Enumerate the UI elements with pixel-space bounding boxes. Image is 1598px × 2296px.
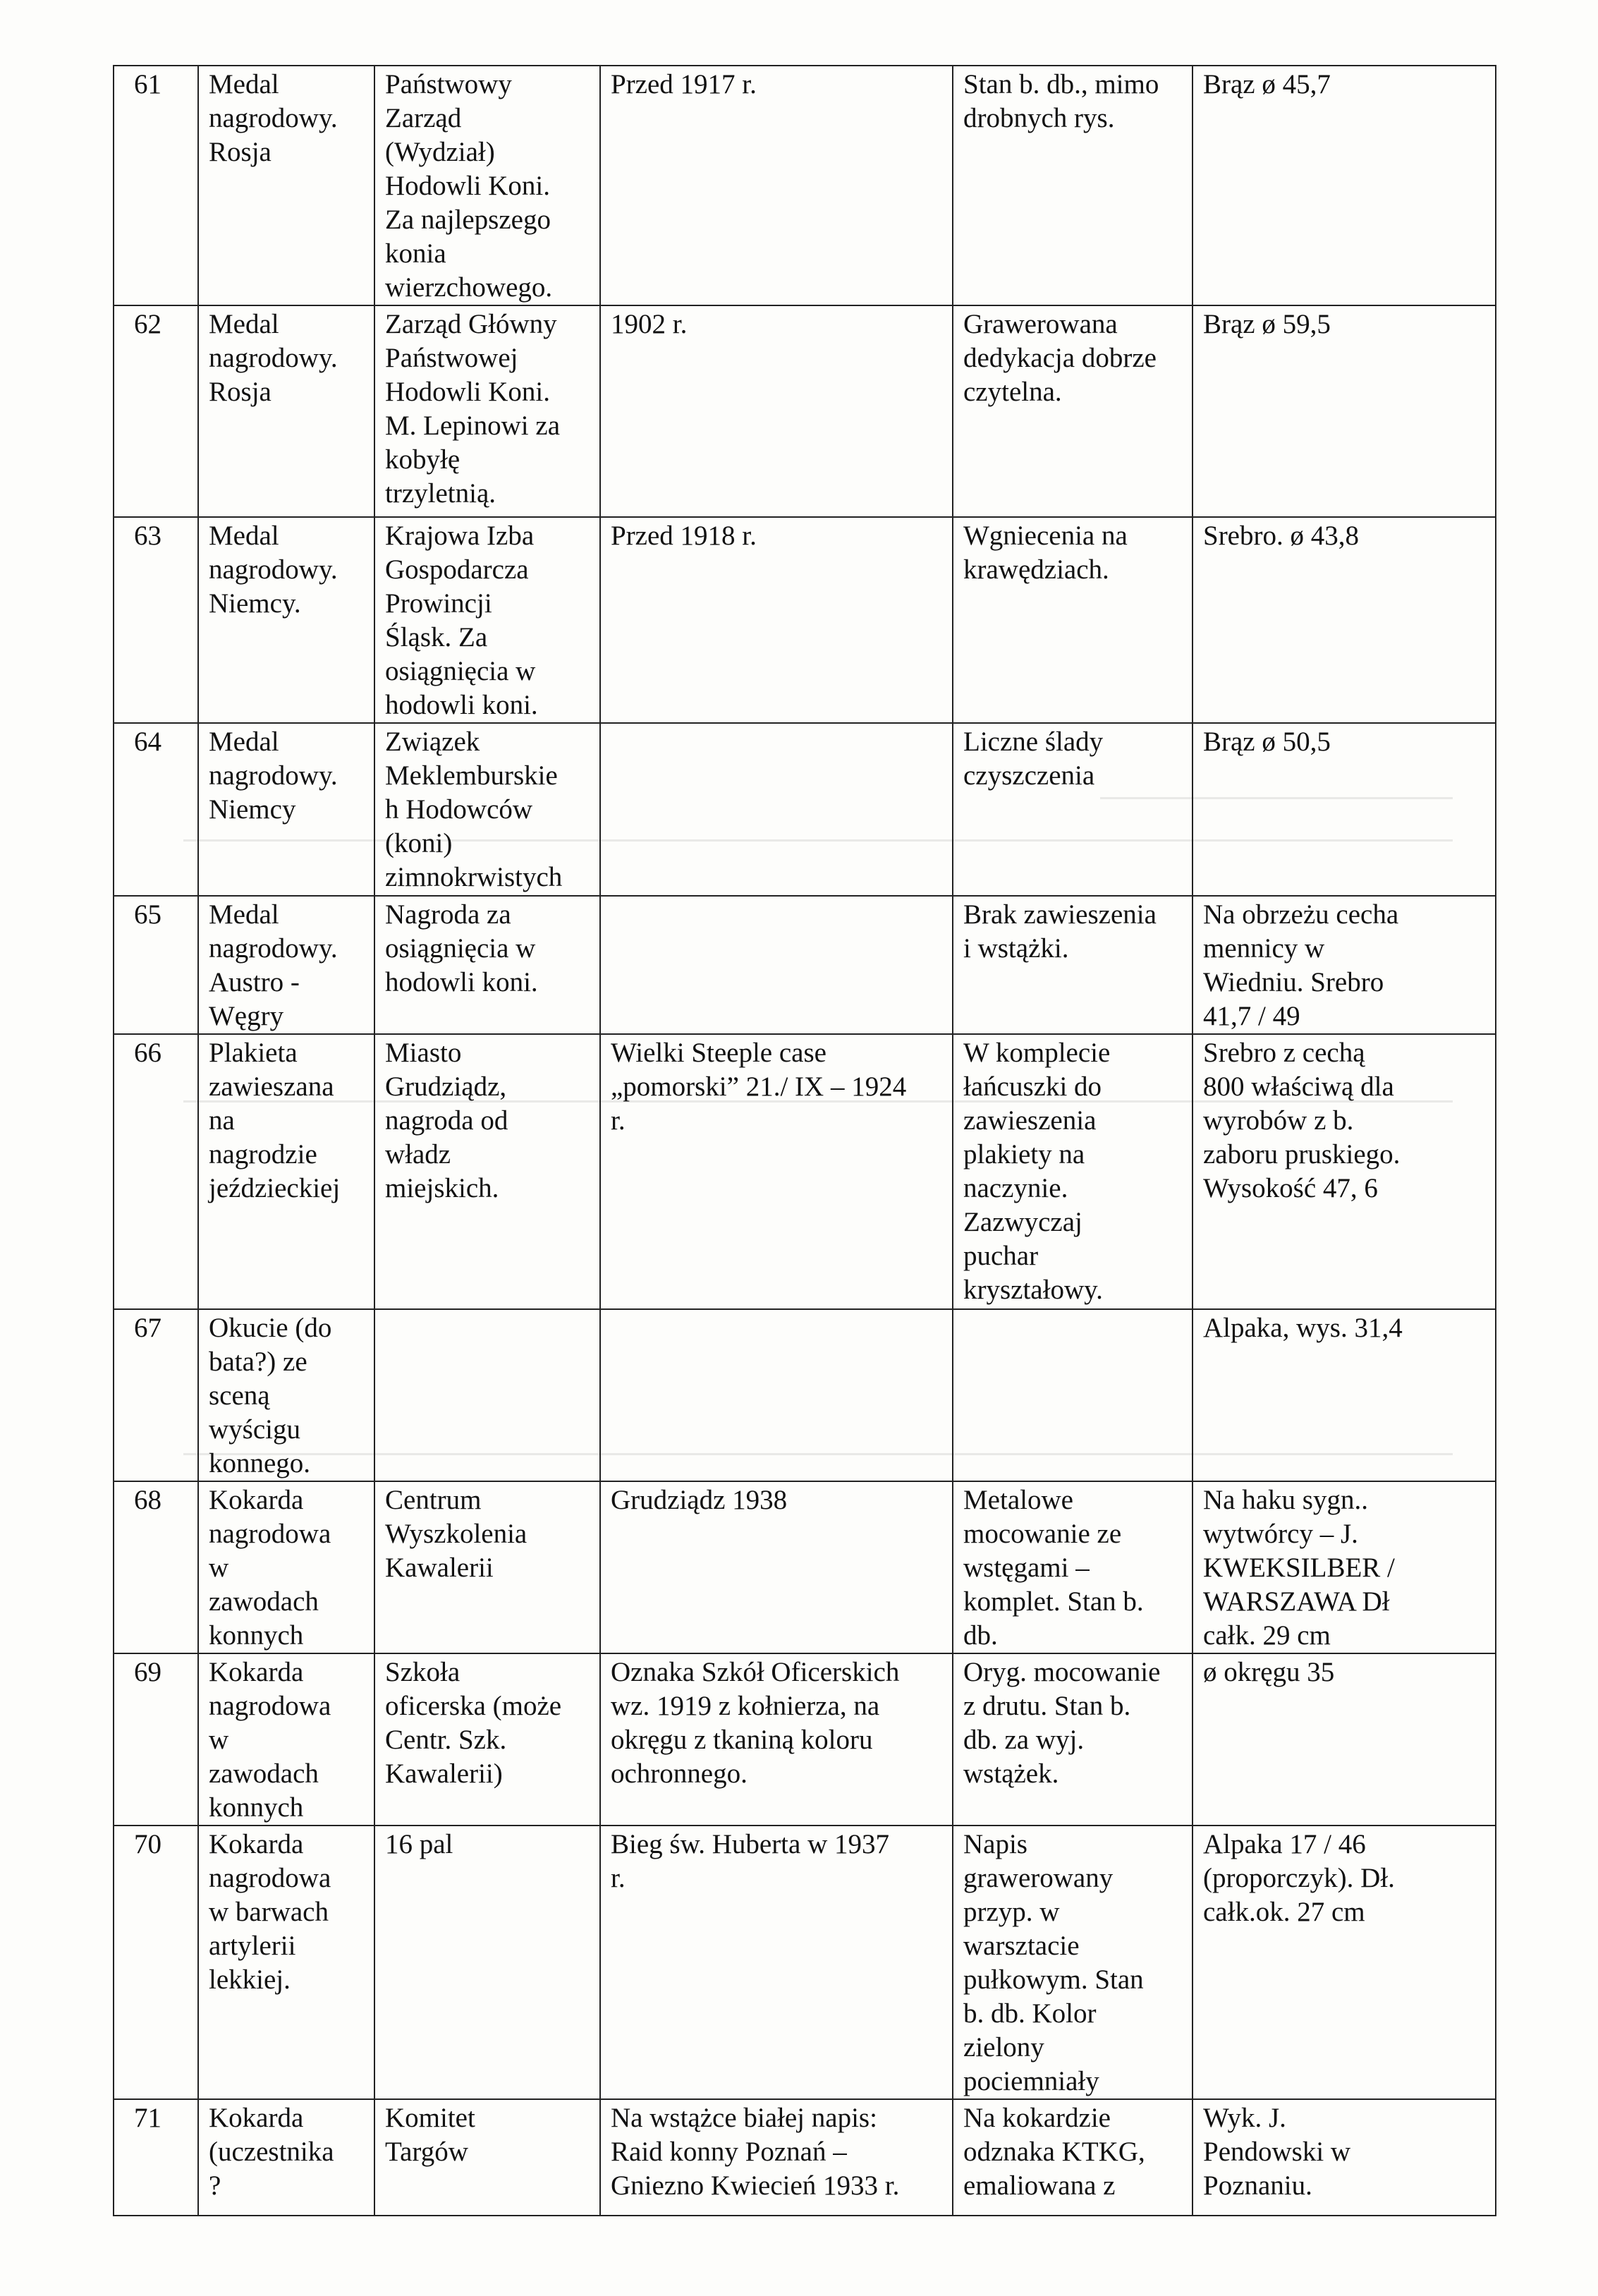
cell-line: Kokarda <box>209 1485 304 1515</box>
item-name-cell <box>198 305 374 517</box>
cell-line: Kawalerii <box>385 1553 494 1583</box>
cell-line: wyścigu <box>209 1414 300 1445</box>
cell-line: Brąz ø 45,7 <box>1203 69 1331 99</box>
cell-line: Stan b. db., mimo <box>963 69 1159 99</box>
table-row <box>114 1826 1496 2099</box>
cell-line: Miasto <box>385 1038 462 1068</box>
cell-line: zaboru pruskiego. <box>1203 1139 1401 1170</box>
cell-line: Centr. Szk. <box>385 1725 507 1755</box>
cell-line: Plakieta <box>209 1038 298 1068</box>
cell-line: Grudziądz 1938 <box>611 1485 788 1515</box>
cell-line: Gospodarcza <box>385 554 529 585</box>
table-row <box>114 305 1496 517</box>
table-row <box>114 1034 1496 1309</box>
cell-line: Napis <box>963 1829 1027 1859</box>
cell-line: Hodowli Koni. <box>385 171 550 201</box>
item-name-cell <box>198 896 374 1034</box>
material-cell <box>1193 1653 1496 1826</box>
origin-cell <box>374 1034 600 1309</box>
cell-line: całk.ok. 27 cm <box>1203 1897 1365 1927</box>
row-number-cell: 66 <box>114 1034 198 1309</box>
cell-line: naczynie. <box>963 1173 1068 1203</box>
cell-line: 16 pal <box>385 1829 453 1859</box>
cell-line: bata?) ze <box>209 1347 307 1377</box>
cell-line: Szkoła <box>385 1657 461 1687</box>
cell-line: Grudziądz, <box>385 1071 507 1102</box>
cell-line: z drutu. Stan b. <box>963 1691 1131 1721</box>
cell-line: Związek <box>385 727 480 757</box>
cell-line: osiągnięcia w <box>385 933 536 964</box>
cell-line: Alpaka 17 / 46 <box>1203 1829 1366 1859</box>
cell-line: zawodach <box>209 1586 319 1617</box>
cell-line: zawieszana <box>209 1071 334 1102</box>
cell-line: Kokarda <box>209 2103 304 2133</box>
table-row <box>114 1309 1496 1481</box>
cell-line: 41,7 / 49 <box>1203 1001 1300 1031</box>
cell-line: db. za wyj. <box>963 1725 1085 1755</box>
cell-line: Państwowy <box>385 69 512 99</box>
origin-cell <box>374 1309 600 1481</box>
cell-line: nagrodowa <box>209 1519 331 1549</box>
condition-cell <box>953 1653 1193 1826</box>
table-row <box>114 723 1496 896</box>
row-number-cell: 63 <box>114 517 198 723</box>
cell-line: Wysokość 47, 6 <box>1203 1173 1378 1203</box>
condition-cell <box>953 1034 1193 1309</box>
cell-line: Państwowej <box>385 343 518 373</box>
cell-line: Wyk. J. <box>1203 2103 1286 2133</box>
event-cell <box>600 1826 953 2099</box>
row-number-cell: 62 <box>114 305 198 517</box>
cell-line: Pendowski w <box>1203 2137 1351 2167</box>
cell-line: 1902 r. <box>611 309 688 339</box>
cell-line: Grawerowana <box>963 309 1118 339</box>
origin-cell <box>374 723 600 896</box>
cell-line: trzyletnią. <box>385 478 496 509</box>
cell-line: na <box>209 1105 235 1136</box>
condition-cell <box>953 1826 1193 2099</box>
cell-line: Oznaka Szkół Oficerskich <box>611 1657 900 1687</box>
material-cell <box>1193 1826 1496 2099</box>
cell-line: Medal <box>209 899 279 930</box>
cell-line: w barwach <box>209 1897 329 1927</box>
cell-line: i wstążki. <box>963 933 1069 964</box>
event-cell <box>600 896 953 1034</box>
event-cell <box>600 517 953 723</box>
cell-line: komplet. Stan b. <box>963 1586 1144 1617</box>
cell-line: władz <box>385 1139 451 1170</box>
condition-cell <box>953 305 1193 517</box>
cell-line: emaliowana z <box>963 2170 1116 2201</box>
cell-line: kryształowy. <box>963 1275 1103 1305</box>
cell-line: M. Lepinowi za <box>385 411 561 441</box>
cell-line: nagrodowa <box>209 1863 331 1893</box>
cell-line: dedykacja dobrze <box>963 343 1157 373</box>
cell-line: oficerska (może <box>385 1691 562 1721</box>
material-cell <box>1193 66 1496 305</box>
cell-line: czytelna. <box>963 377 1062 407</box>
cell-line: mennicy w <box>1203 933 1325 964</box>
cell-line: Metalowe <box>963 1485 1073 1515</box>
cell-line: Kokarda <box>209 1829 304 1859</box>
event-cell <box>600 66 953 305</box>
cell-line: „pomorski” 21./ IX – 1924 <box>611 1071 907 1102</box>
cell-line: wytwórcy – J. <box>1203 1519 1358 1549</box>
row-number-cell: 61 <box>114 66 198 305</box>
material-cell <box>1193 723 1496 896</box>
cell-line: (uczestnika <box>209 2137 334 2167</box>
cell-line: całk. 29 cm <box>1203 1620 1331 1651</box>
cell-line: konnych <box>209 1620 304 1651</box>
condition-cell <box>953 1309 1193 1481</box>
condition-cell <box>953 2099 1193 2216</box>
cell-line: konnych <box>209 1792 304 1823</box>
origin-cell <box>374 1481 600 1653</box>
row-number-cell: 71 <box>114 2099 198 2216</box>
row-number-cell: 65 <box>114 896 198 1034</box>
event-cell <box>600 1309 953 1481</box>
condition-cell <box>953 723 1193 896</box>
cell-line: Liczne ślady <box>963 727 1104 757</box>
cell-line: krawędziach. <box>963 554 1109 585</box>
cell-line: r. <box>611 1863 626 1893</box>
cell-line: pociemniały <box>963 2066 1099 2096</box>
cell-line: Raid konny Poznań – <box>611 2137 847 2167</box>
cell-line: w <box>209 1553 229 1583</box>
cell-line: hodowli koni. <box>385 967 538 997</box>
cell-line: Wyszkolenia <box>385 1519 527 1549</box>
cell-line: wstążek. <box>963 1759 1059 1789</box>
condition-cell <box>953 1481 1193 1653</box>
item-name-cell <box>198 66 374 305</box>
cell-line: nagrodowa <box>209 1691 331 1721</box>
item-name-cell <box>198 723 374 896</box>
table-row <box>114 66 1496 305</box>
cell-line: Targów <box>385 2137 468 2167</box>
material-cell <box>1193 1481 1496 1653</box>
cell-line: Brak zawieszenia <box>963 899 1157 930</box>
cell-line: mocowanie ze <box>963 1519 1122 1549</box>
origin-cell <box>374 517 600 723</box>
cell-line: Oryg. mocowanie <box>963 1657 1161 1687</box>
event-cell <box>600 305 953 517</box>
table-row <box>114 2099 1496 2216</box>
cell-line: nagrodowy. <box>209 760 338 791</box>
condition-cell <box>953 66 1193 305</box>
cell-line: zawodach <box>209 1759 319 1789</box>
cell-line: Przed 1918 r. <box>611 521 757 551</box>
cell-line: Śląsk. Za <box>385 622 488 652</box>
cell-line: artylerii <box>209 1931 296 1961</box>
material-cell <box>1193 1309 1496 1481</box>
cell-line: Przed 1917 r. <box>611 69 757 99</box>
origin-cell <box>374 305 600 517</box>
row-number-cell: 68 <box>114 1481 198 1653</box>
cell-line: b. db. Kolor <box>963 1998 1097 2029</box>
cell-line: odznaka KTKG, <box>963 2137 1145 2167</box>
cell-line: Srebro z cechą <box>1203 1038 1365 1068</box>
cell-line: Okucie (do <box>209 1313 332 1343</box>
cell-line: Medal <box>209 727 279 757</box>
cell-line: Alpaka, wys. 31,4 <box>1203 1313 1403 1343</box>
cell-line: Brąz ø 59,5 <box>1203 309 1331 339</box>
event-cell <box>600 723 953 896</box>
item-name-cell <box>198 1653 374 1826</box>
cell-line: konia <box>385 238 446 269</box>
cell-line: Austro - <box>209 967 300 997</box>
cell-line: warsztacie <box>963 1931 1080 1961</box>
origin-cell <box>374 66 600 305</box>
cell-line: r. <box>611 1105 626 1136</box>
cell-line: 800 właściwą dla <box>1203 1071 1394 1102</box>
cell-line: nagrodzie <box>209 1139 317 1170</box>
item-name-cell <box>198 1826 374 2099</box>
cell-line: Niemcy <box>209 794 296 825</box>
cell-line: Rosja <box>209 377 272 407</box>
row-number-cell: 64 <box>114 723 198 896</box>
cell-line: zimnokrwistych <box>385 862 563 892</box>
cell-line: Kawalerii) <box>385 1759 503 1789</box>
cell-line: Na obrzeżu cecha <box>1203 899 1399 930</box>
cell-line: czyszczenia <box>963 760 1095 791</box>
cell-line: db. <box>963 1620 998 1651</box>
cell-line: nagrodowy. <box>209 103 338 133</box>
cell-line: Hodowli Koni. <box>385 377 550 407</box>
cell-line: Krajowa Izba <box>385 521 535 551</box>
cell-line: (koni) <box>385 828 453 858</box>
cell-line: Za najlepszego <box>385 205 551 235</box>
event-cell <box>600 1481 953 1653</box>
cell-line: łańcuszki do <box>963 1071 1102 1102</box>
condition-cell <box>953 517 1193 723</box>
item-name-cell <box>198 517 374 723</box>
cell-line: wyrobów z b. <box>1203 1105 1354 1136</box>
item-name-cell <box>198 1309 374 1481</box>
material-cell <box>1193 896 1496 1034</box>
cell-line: nagrodowy. <box>209 554 338 585</box>
origin-cell <box>374 1653 600 1826</box>
cell-line: Medal <box>209 309 279 339</box>
cell-line: Meklemburskie <box>385 760 558 791</box>
event-cell <box>600 2099 953 2216</box>
cell-line: hodowli koni. <box>385 690 538 720</box>
cell-line: wierzchowego. <box>385 272 553 303</box>
cell-line: W komplecie <box>963 1038 1111 1068</box>
cell-line: Zarząd <box>385 103 462 133</box>
event-cell <box>600 1653 953 1826</box>
item-name-cell <box>198 1481 374 1653</box>
cell-line: lekkiej. <box>209 1964 291 1995</box>
cell-line: Prowincji <box>385 588 492 619</box>
cell-line: Brąz ø 50,5 <box>1203 727 1331 757</box>
cell-line: KWEKSILBER / <box>1203 1553 1395 1583</box>
inventory-table <box>113 65 1496 2216</box>
cell-line: nagroda od <box>385 1105 508 1136</box>
row-number-cell: 67 <box>114 1309 198 1481</box>
cell-line: Srebro. ø 43,8 <box>1203 521 1359 551</box>
table-row <box>114 1653 1496 1826</box>
cell-line: Gniezno Kwiecień 1933 r. <box>611 2170 900 2201</box>
cell-line: Wgniecenia na <box>963 521 1128 551</box>
cell-line: plakiety na <box>963 1139 1085 1170</box>
cell-line: (Wydział) <box>385 137 495 167</box>
cell-line: zawieszenia <box>963 1105 1097 1136</box>
cell-line: Na kokardzie <box>963 2103 1111 2133</box>
cell-line: miejskich. <box>385 1173 499 1203</box>
cell-line: w <box>209 1725 229 1755</box>
cell-line: Nagroda za <box>385 899 511 930</box>
cell-line: (proporczyk). Dł. <box>1203 1863 1395 1893</box>
table-row <box>114 517 1496 723</box>
table-row <box>114 1481 1496 1653</box>
cell-line: Na wstążce białej napis: <box>611 2103 877 2133</box>
origin-cell <box>374 1826 600 2099</box>
cell-line: ochronnego. <box>611 1759 748 1789</box>
cell-line: ? <box>209 2170 221 2201</box>
event-cell <box>600 1034 953 1309</box>
row-number-cell: 69 <box>114 1653 198 1826</box>
cell-line: jeździeckiej <box>209 1173 341 1203</box>
cell-line: przyp. w <box>963 1897 1060 1927</box>
cell-line: Poznaniu. <box>1203 2170 1312 2201</box>
cell-line: wz. 1919 z kołnierza, na <box>611 1691 880 1721</box>
condition-cell <box>953 896 1193 1034</box>
cell-line: grawerowany <box>963 1863 1114 1893</box>
cell-line: Węgry <box>209 1001 284 1031</box>
cell-line: drobnych rys. <box>963 103 1115 133</box>
cell-line: konnego. <box>209 1448 311 1478</box>
material-cell <box>1193 517 1496 723</box>
cell-line: osiągnięcia w <box>385 656 536 686</box>
cell-line: wstęgami – <box>963 1553 1090 1583</box>
cell-line: Zarząd Główny <box>385 309 557 339</box>
cell-line: nagrodowy. <box>209 343 338 373</box>
cell-line: pułkowym. Stan <box>963 1964 1144 1995</box>
cell-line: Kokarda <box>209 1657 304 1687</box>
cell-line: Bieg św. Huberta w 1937 <box>611 1829 889 1859</box>
cell-line: zielony <box>963 2032 1044 2063</box>
cell-line: h Hodowców <box>385 794 533 825</box>
item-name-cell <box>198 2099 374 2216</box>
cell-line: nagrodowy. <box>209 933 338 964</box>
cell-line: ø okręgu 35 <box>1203 1657 1335 1687</box>
cell-line: Wiedniu. Srebro <box>1203 967 1384 997</box>
cell-line: Komitet <box>385 2103 475 2133</box>
cell-line: Na haku sygn.. <box>1203 1485 1368 1515</box>
cell-line: Medal <box>209 69 279 99</box>
cell-line: WARSZAWA Dł <box>1203 1586 1390 1617</box>
material-cell <box>1193 1034 1496 1309</box>
cell-line: Medal <box>209 521 279 551</box>
table-row <box>114 896 1496 1034</box>
item-name-cell <box>198 1034 374 1309</box>
cell-line: okręgu z tkaniną koloru <box>611 1725 873 1755</box>
cell-line: Rosja <box>209 137 272 167</box>
cell-line: Zazwyczaj <box>963 1207 1082 1237</box>
cell-line: kobyłę <box>385 444 461 475</box>
cell-line: Niemcy. <box>209 588 301 619</box>
cell-line: Centrum <box>385 1485 482 1515</box>
origin-cell <box>374 896 600 1034</box>
cell-line: puchar <box>963 1241 1039 1271</box>
row-number-cell: 70 <box>114 1826 198 2099</box>
cell-line: sceną <box>209 1380 270 1411</box>
material-cell <box>1193 305 1496 517</box>
cell-line: Wielki Steeple case <box>611 1038 827 1068</box>
material-cell <box>1193 2099 1496 2216</box>
origin-cell <box>374 2099 600 2216</box>
